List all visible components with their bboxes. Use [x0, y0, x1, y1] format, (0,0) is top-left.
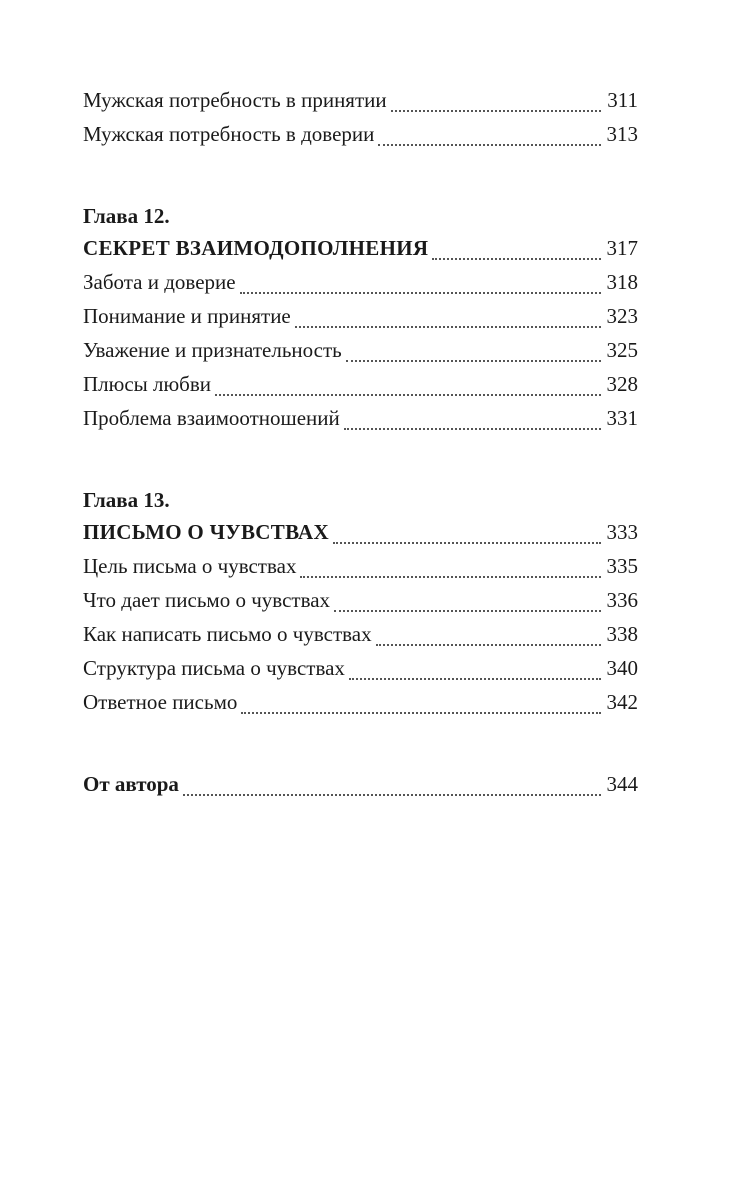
afterword-entry[interactable] [83, 767, 638, 801]
dot-leader [295, 326, 601, 328]
dot-leader [378, 144, 600, 146]
dot-leader [333, 542, 601, 544]
toc-entry-title: Цель письма о чувствах [83, 554, 297, 578]
toc-entry-page: 331 [606, 406, 638, 430]
dot-leader [241, 712, 600, 714]
chapter-title: ПИСЬМО О ЧУВСТВАХ [83, 520, 329, 544]
dot-leader [183, 794, 601, 796]
dot-leader [391, 110, 602, 112]
toc-entry[interactable] [83, 333, 638, 367]
chapter-title-entry[interactable] [83, 231, 638, 265]
toc-entry[interactable] [83, 401, 638, 435]
toc-entry-page: 317 [606, 236, 638, 260]
toc-entry[interactable] [83, 549, 638, 583]
dot-leader [432, 258, 600, 260]
toc-entry-title: Что дает письмо о чувствах [83, 588, 331, 612]
toc-entry-title: Забота и доверие [83, 270, 236, 294]
table-of-contents [83, 83, 638, 801]
toc-entry-page: 344 [606, 772, 638, 796]
dot-leader [334, 610, 600, 612]
chapter-label: Глава 13. [83, 488, 170, 512]
toc-entry-page: 311 [607, 88, 638, 112]
toc-entry[interactable] [83, 651, 638, 685]
toc-entry-title: Структура письма о чувствах [83, 656, 345, 680]
chapter-title: СЕКРЕТ ВЗАИМОДОПОЛНЕНИЯ [83, 236, 429, 260]
afterword-title: От автора [83, 772, 179, 796]
toc-entry-page: 328 [606, 372, 638, 396]
toc-entry-page: 340 [606, 656, 638, 680]
dot-leader [240, 292, 601, 294]
toc-entry-title: Уважение и признательность [83, 338, 342, 362]
dot-leader [376, 644, 601, 646]
toc-entry-title: Как написать письмо о чувствах [83, 622, 372, 646]
toc-entry-title: Мужская потребность в принятии [83, 88, 387, 112]
toc-entry-page: 323 [606, 304, 638, 328]
dot-leader [300, 576, 600, 578]
toc-entry-page: 336 [606, 588, 638, 612]
chapter-title-entry[interactable] [83, 515, 638, 549]
toc-entry-page: 318 [606, 270, 638, 294]
toc-entry[interactable] [83, 117, 638, 151]
toc-entry-title: Плюсы любви [83, 372, 212, 396]
toc-entry[interactable] [83, 367, 638, 401]
toc-entry-page: 313 [606, 122, 638, 146]
dot-leader [344, 428, 601, 430]
dot-leader [346, 360, 601, 362]
toc-entry-page: 338 [606, 622, 638, 646]
toc-entry-page: 335 [606, 554, 638, 578]
toc-entry[interactable] [83, 299, 638, 333]
toc-entry-title: Мужская потребность в доверии [83, 122, 375, 146]
toc-entry[interactable] [83, 617, 638, 651]
toc-entry[interactable] [83, 83, 638, 117]
toc-entry-title: Проблема взаимоотношений [83, 406, 340, 430]
toc-entry-title: Ответное письмо [83, 690, 238, 714]
toc-entry-page: 325 [606, 338, 638, 362]
toc-entry[interactable] [83, 685, 638, 719]
dot-leader [349, 678, 601, 680]
toc-entry-title: Понимание и принятие [83, 304, 291, 328]
toc-entry[interactable] [83, 583, 638, 617]
toc-entry[interactable] [83, 265, 638, 299]
toc-entry-page: 333 [606, 520, 638, 544]
toc-entry-page: 342 [606, 690, 638, 714]
chapter-label: Глава 12. [83, 204, 170, 228]
dot-leader [215, 394, 600, 396]
